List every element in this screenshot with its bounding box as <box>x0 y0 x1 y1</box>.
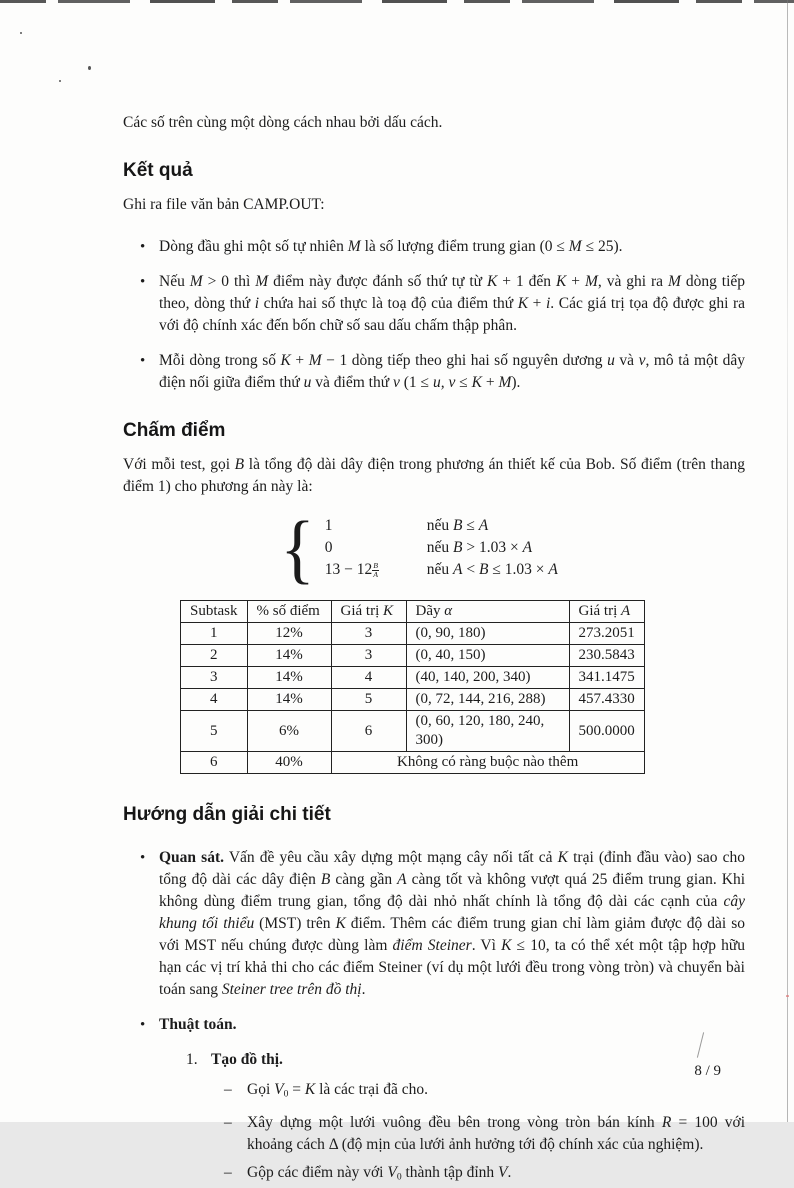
cell-alpha: (40, 140, 200, 340) <box>406 667 569 689</box>
output-spec-list <box>140 236 745 394</box>
case-value: 13 − 12 $\frac{B}{A}$ <box>324 560 378 580</box>
cell-k: 3 <box>331 645 406 667</box>
scan-speck <box>59 80 61 82</box>
scan-artifact-right-edge <box>787 0 788 1122</box>
cell-alpha: (0, 90, 180) <box>406 623 569 645</box>
cell-k: 4 <box>331 667 406 689</box>
col-header-percent: % số điểm <box>247 601 331 623</box>
cell-subtask: 4 <box>181 689 248 711</box>
intro-line: Các số trên cùng một dòng cách nhau bởi dấu cách. <box>123 114 443 131</box>
list-item-text: Dòng đầu ghi một số tự nhiên M là số lượng điểm trung gian (0 ≤ M ≤ 25). <box>159 238 623 255</box>
list-item-text: Nếu M > 0 thì M điểm này được đánh số thứ tự từ K + 1 đến K + M, và ghi ra M dòng tiếp theo, dòng thứ i chứa hai số thực là toạ độ của điểm thứ K + i. Các giá trị tọa độ được ghi ra với độ chính xác đến bốn chữ số sau dấu chấm thập phân. <box>159 273 746 334</box>
case-row <box>325 559 558 581</box>
step-title: Tạo đồ thị. <box>211 1051 283 1068</box>
cell-k: 5 <box>331 689 406 711</box>
section-heading-huong-dan: Hướng dẫn giải chi tiết <box>123 804 331 825</box>
scoring-formula <box>93 504 745 592</box>
cell-k: 3 <box>331 623 406 645</box>
bullet-icon: • <box>140 274 146 290</box>
case-condition: nếu B ≤ A <box>426 517 489 534</box>
cell-alpha: (0, 60, 120, 180, 240, 300) <box>406 711 569 752</box>
dash-icon: – <box>224 1081 232 1098</box>
ket-qua-lead: Ghi ra file văn bản CAMP.OUT: <box>123 196 325 213</box>
cham-diem-lead: Với mỗi test, gọi B là tổng độ dài dây điện trong phương án thiết kế của Bob. Số điểm (trên thang điểm 1) cho phương án này là: <box>123 456 745 495</box>
step-1 <box>186 1049 745 1188</box>
algorithm-steps <box>186 1049 745 1188</box>
cell-k: 6 <box>331 711 406 752</box>
dash-icon: – <box>224 1163 232 1181</box>
table-row <box>181 689 645 711</box>
bullet-icon: • <box>140 239 146 255</box>
cell-subtask: 2 <box>181 645 248 667</box>
solution-list <box>140 847 745 1036</box>
cases-brace: { <box>280 504 315 592</box>
col-header-subtask: Subtask <box>181 601 248 623</box>
section-heading-cham-diem: Chấm điểm <box>123 420 226 441</box>
bullet-icon: • <box>140 1017 146 1033</box>
step-number: 1. <box>186 1051 198 1068</box>
table-row <box>181 752 645 774</box>
list-item <box>140 1014 745 1036</box>
case-value: 1 <box>324 517 333 534</box>
dash-icon: – <box>224 1113 232 1131</box>
cell-subtask: 1 <box>181 623 248 645</box>
cell-subtask: 6 <box>181 752 248 774</box>
cell-subtask: 3 <box>181 667 248 689</box>
cell-percent: 14% <box>247 689 331 711</box>
cell-a: 273.2051 <box>569 623 644 645</box>
cell-a: 457.4330 <box>569 689 644 711</box>
substep-text: Xây dựng một lưới vuông đều bên trong vòng tròn bán kính R = 100 với khoảng cách Δ (độ mịn của lưới ảnh hưởng tới độ chính xác của nghiệm). <box>247 1113 745 1153</box>
algorithm-label: Thuật toán. <box>159 1016 237 1033</box>
case-row <box>325 515 558 537</box>
table-header-row <box>181 601 645 623</box>
cell-a: 341.1475 <box>569 667 644 689</box>
col-header-a: Giá trị A <box>569 601 644 623</box>
list-item <box>140 236 745 258</box>
table-row <box>181 623 645 645</box>
cell-percent: 14% <box>247 667 331 689</box>
cell-percent: 14% <box>247 645 331 667</box>
cell-alpha: (0, 72, 144, 216, 288) <box>406 689 569 711</box>
table-row <box>181 667 645 689</box>
substep <box>224 1079 745 1106</box>
case-value: 0 <box>324 539 333 556</box>
case-row <box>325 537 558 559</box>
page-number: 8 / 9 <box>694 1063 721 1079</box>
cell-no-constraint: Không có ràng buộc nào thêm <box>331 752 644 774</box>
case-condition: nếu A < B ≤ 1.03 × A <box>426 561 558 578</box>
bullet-icon: • <box>140 850 146 866</box>
list-item <box>140 847 745 1001</box>
cell-a: 500.0000 <box>569 711 644 752</box>
cell-percent: 12% <box>247 623 331 645</box>
section-heading-ket-qua: Kết quả <box>123 160 193 181</box>
observation-text: Quan sát. Vấn đề yêu cầu xây dựng một mạng cây nối tất cả K trại (đỉnh đầu vào) sao cho tổng độ dài các dây điện B càng gần A càng tốt và không vượt quá 25 điểm trung gian. Khi không dùng điểm trung gian, tổng độ dài nhỏ nhất chính là tổng độ dài các cạnh của cây khung tối thiểu (MST) trên K điểm. Thêm các điểm trung gian chỉ làm giảm được độ dài so với MST nếu chúng được dùng làm điểm Steiner. Vì K ≤ 10, ta có thể xét một tập hợp hữu hạn các vị trí khả thi cho các điểm Steiner (ví dụ một lưới đều trong vòng tròn) và chuyển bài toán sang Steiner tree trên đồ thị. <box>159 849 746 998</box>
table-row <box>181 645 645 667</box>
cell-alpha: (0, 40, 150) <box>406 645 569 667</box>
cell-a: 230.5843 <box>569 645 644 667</box>
col-header-alpha: Dãy α <box>406 601 569 623</box>
scan-artifact-top-edge <box>0 0 794 3</box>
list-item <box>140 271 745 337</box>
col-header-k: Giá trị K <box>331 601 406 623</box>
subtask-table <box>180 600 645 774</box>
table-row <box>181 711 645 752</box>
step-substeps <box>224 1079 745 1188</box>
cases-body <box>325 515 558 581</box>
substep <box>224 1162 745 1188</box>
cell-percent: 6% <box>247 711 331 752</box>
case-condition: nếu B > 1.03 × A <box>426 539 533 556</box>
list-item <box>140 350 745 394</box>
cell-subtask: 5 <box>181 711 248 752</box>
step-heading <box>186 1049 745 1071</box>
scan-speck <box>88 66 91 70</box>
scan-speck <box>786 995 789 997</box>
substep <box>224 1112 745 1156</box>
list-item-text: Mỗi dòng trong số K + M − 1 dòng tiếp theo ghi hai số nguyên dương u và v, mô tả một dây điện nối giữa điểm thứ u và điểm thứ v (1 ≤ u, v ≤ K + M). <box>159 352 745 391</box>
cell-percent: 40% <box>247 752 331 774</box>
scan-speck <box>20 32 22 34</box>
bullet-icon: • <box>140 353 146 369</box>
substep-text: Gọi V0 = K là các trại đã cho. <box>247 1081 428 1100</box>
substep-text: Gộp các điểm này với V0 thành tập đỉnh V. <box>247 1163 512 1183</box>
